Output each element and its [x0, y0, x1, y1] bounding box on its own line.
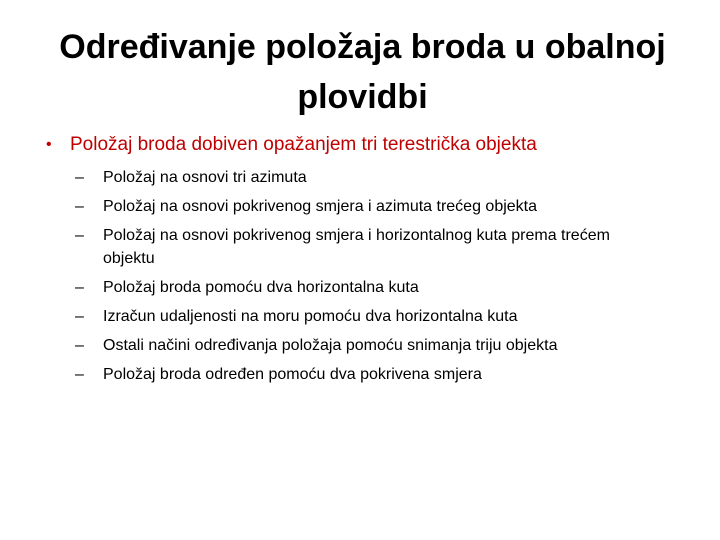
sub-bullet-text: Položaj na osnovi pokrivenog smjera i horizontalnog kuta prema trećem objektu [103, 227, 610, 267]
dash-bullet-icon: – [75, 169, 84, 186]
bullet-dot-icon: • [46, 136, 52, 153]
sub-bullet-item [75, 273, 650, 302]
main-bullet-item [46, 131, 686, 159]
sub-bullet-list [75, 163, 650, 389]
sub-bullet-item [75, 192, 650, 221]
dash-bullet-icon: – [75, 279, 84, 296]
sub-bullet-item [75, 163, 650, 192]
dash-bullet-icon: – [75, 366, 84, 383]
sub-bullet-text: Izračun udaljenosti na moru pomoću dva horizontalna kuta [103, 308, 518, 325]
sub-bullet-text: Položaj na osnovi pokrivenog smjera i azimuta trećeg objekta [103, 198, 538, 215]
main-bullet-list [46, 131, 686, 159]
sub-bullet-text: Položaj broda pomoću dva horizontalna kuta [103, 279, 419, 296]
dash-bullet-icon: – [75, 337, 84, 354]
dash-bullet-icon: – [75, 308, 84, 325]
sub-bullet-text: Ostali načini određivanja položaja pomoću snimanja triju objekta [103, 337, 558, 354]
dash-bullet-icon: – [75, 227, 84, 244]
sub-bullet-item [75, 302, 650, 331]
slide-title: Određivanje položaja broda u obalnoj plovidbi [59, 28, 666, 116]
sub-bullet-item [75, 331, 650, 360]
sub-bullet-item [75, 221, 650, 273]
sub-bullet-item [75, 360, 650, 389]
sub-bullet-text: Položaj broda određen pomoću dva pokrivena smjera [103, 366, 482, 383]
main-bullet-text: Položaj broda dobiven opažanjem tri terestrička objekta [70, 134, 537, 155]
sub-bullet-text: Položaj na osnovi tri azimuta [103, 169, 307, 186]
dash-bullet-icon: – [75, 198, 84, 215]
